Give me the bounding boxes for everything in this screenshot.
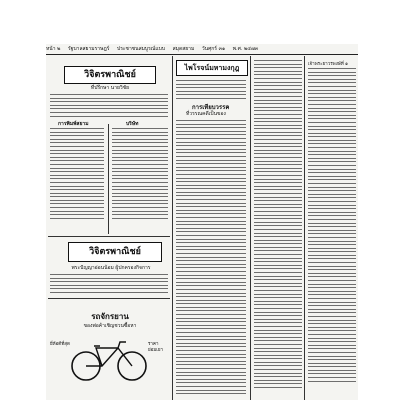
left-byline-1: ที่ปรึกษา นายวิชัย (90, 85, 130, 91)
left-second-text (50, 274, 168, 296)
right-left-rule (250, 56, 251, 400)
middle-sub-head-2: ที่วรรณคดีเป็นของ (186, 111, 226, 117)
left-col-b-text (112, 128, 168, 221)
middle-left-rule (172, 56, 173, 400)
left-title-box-1 (64, 66, 156, 84)
bicycle-side-right: ราคาย่อมเยา (148, 342, 164, 353)
left-title-1: วิจิตรพาณิชย์ (84, 70, 136, 80)
right-col-head: เจ้าพระยาวรพงษ์ที่ ๑ (308, 62, 348, 67)
middle-body-text (176, 120, 246, 397)
bicycle-sub: ของพ่อค้าเชิญชวนซื้อหา (83, 323, 137, 329)
left-col-b-head: บริษัท (126, 121, 139, 127)
middle-intro-text (176, 80, 246, 102)
right-mid-rule (304, 56, 305, 400)
tagline: ประชาชนสมบูรณ์แบบ (117, 46, 165, 52)
right-col-2-text (308, 68, 356, 384)
bicycle-illustration (70, 334, 150, 384)
left-byline-2: พระปัญญาอ่อนน้อม ผู้ปกครองกิจการ (71, 265, 151, 271)
middle-title-box (176, 60, 248, 76)
paper-name: รัฐบาลสยามราษฎร์ (68, 46, 110, 52)
newspaper-page (46, 44, 358, 400)
left-intro-text (50, 94, 168, 119)
left-section-rule (48, 236, 170, 237)
date: วันศุกร์ ๓๑ (201, 46, 226, 52)
bicycle-side-left: ยี่ห้อดีที่สุด (50, 342, 70, 347)
page-number: หน้า ๒ (46, 46, 61, 52)
left-ad-rule (48, 298, 170, 299)
left-col-a-head: การพิมพ์สยาม (58, 121, 89, 127)
right-col-1-text (254, 60, 302, 391)
year: พ.ศ. ๒๔๗๓ (232, 46, 259, 52)
middle-title: ไพโรจน์มหามงกุฎ (184, 63, 240, 72)
middle-sub-head: การเทียบวรรค (192, 104, 230, 111)
left-col-a-text (50, 128, 104, 221)
left-col-divider (108, 124, 109, 234)
bicycle-advert (50, 302, 170, 400)
bicycle-headline: รถจักรยาน (91, 311, 129, 321)
left-title-box-2 (68, 242, 162, 262)
masthead (46, 44, 358, 55)
left-title-2: วิจิตรพาณิชย์ (89, 247, 141, 257)
issue: สมุดสยาม (172, 46, 195, 52)
